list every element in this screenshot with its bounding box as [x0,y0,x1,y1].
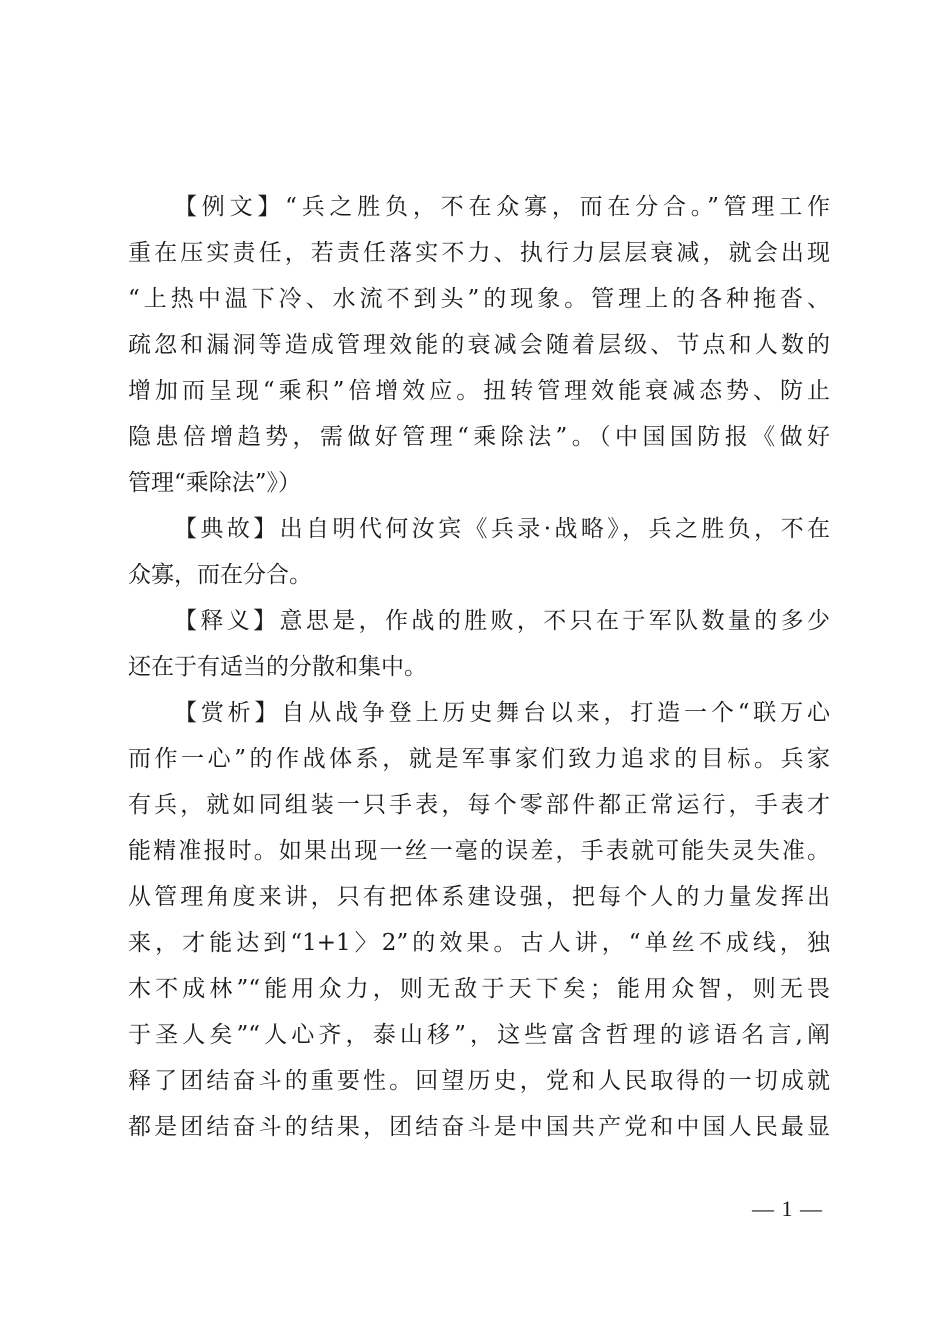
paragraph-allusion [128,506,830,598]
text-line: 于圣人矣”“人心齐，泰山移”，这些富含哲理的谚语名言,阐 [128,1022,830,1048]
text-line: 能精准报时。如果出现一丝一毫的误差，手表就可能失灵失准。 [128,838,830,864]
text-line: 【例文】“兵之胜负，不在众寡，而在分合。”管理工作 [174,194,830,220]
text-line: 【释义】意思是，作战的胜败，不只在于军队数量的多少 [174,608,830,634]
text-line: “上热中温下冷、水流不到头”的现象。管理上的各种拖沓、 [128,286,830,312]
page-number: — 1 — [752,1196,823,1221]
text-line: 释了团结奋斗的重要性。回望历史，党和人民取得的一切成就 [128,1068,830,1094]
text-line: 而作一心”的作战体系，就是军事家们致力追求的目标。兵家 [128,746,830,772]
text-line: 管理“乘除法”》） [128,470,302,496]
text-line: 都是团结奋斗的结果，团结奋斗是中国共产党和中国人民最显 [128,1114,830,1140]
paragraph-meaning [128,598,830,690]
text-line: 隐患倍增趋势，需做好管理“乘除法”。（中国国防报《做好 [128,424,830,450]
paragraph-appreciation [128,690,830,1150]
text-line: 有兵，就如同组装一只手表，每个零部件都正常运行，手表才 [128,792,830,818]
text-line: 木不成林”“能用众力，则无敌于天下矣；能用众智，则无畏 [128,976,830,1002]
text-line: 【赏析】自从战争登上历史舞台以来，打造一个“联万心 [174,700,830,726]
text-line: 增加而呈现“乘积”倍增效应。扭转管理效能衰减态势、防止 [128,378,830,404]
document-body [128,184,830,1150]
text-line: 重在压实责任，若责任落实不力、执行力层层衰减，就会出现 [128,240,830,266]
text-line: 【典故】出自明代何汝宾《兵录·战略》，兵之胜负，不在 [174,516,830,542]
text-line: 疏忽和漏洞等造成管理效能的衰减会随着层级、节点和人数的 [128,332,830,358]
text-line: 还在于有适当的分散和集中。 [128,654,427,680]
text-line: 众寡，而在分合。 [128,562,312,588]
text-line: 从管理角度来讲，只有把体系建设强，把每个人的力量发挥出 [128,884,830,910]
text-line: 来，才能达到“1+1〉2”的效果。古人讲，“单丝不成线，独 [128,930,830,956]
paragraph-example [128,184,830,506]
